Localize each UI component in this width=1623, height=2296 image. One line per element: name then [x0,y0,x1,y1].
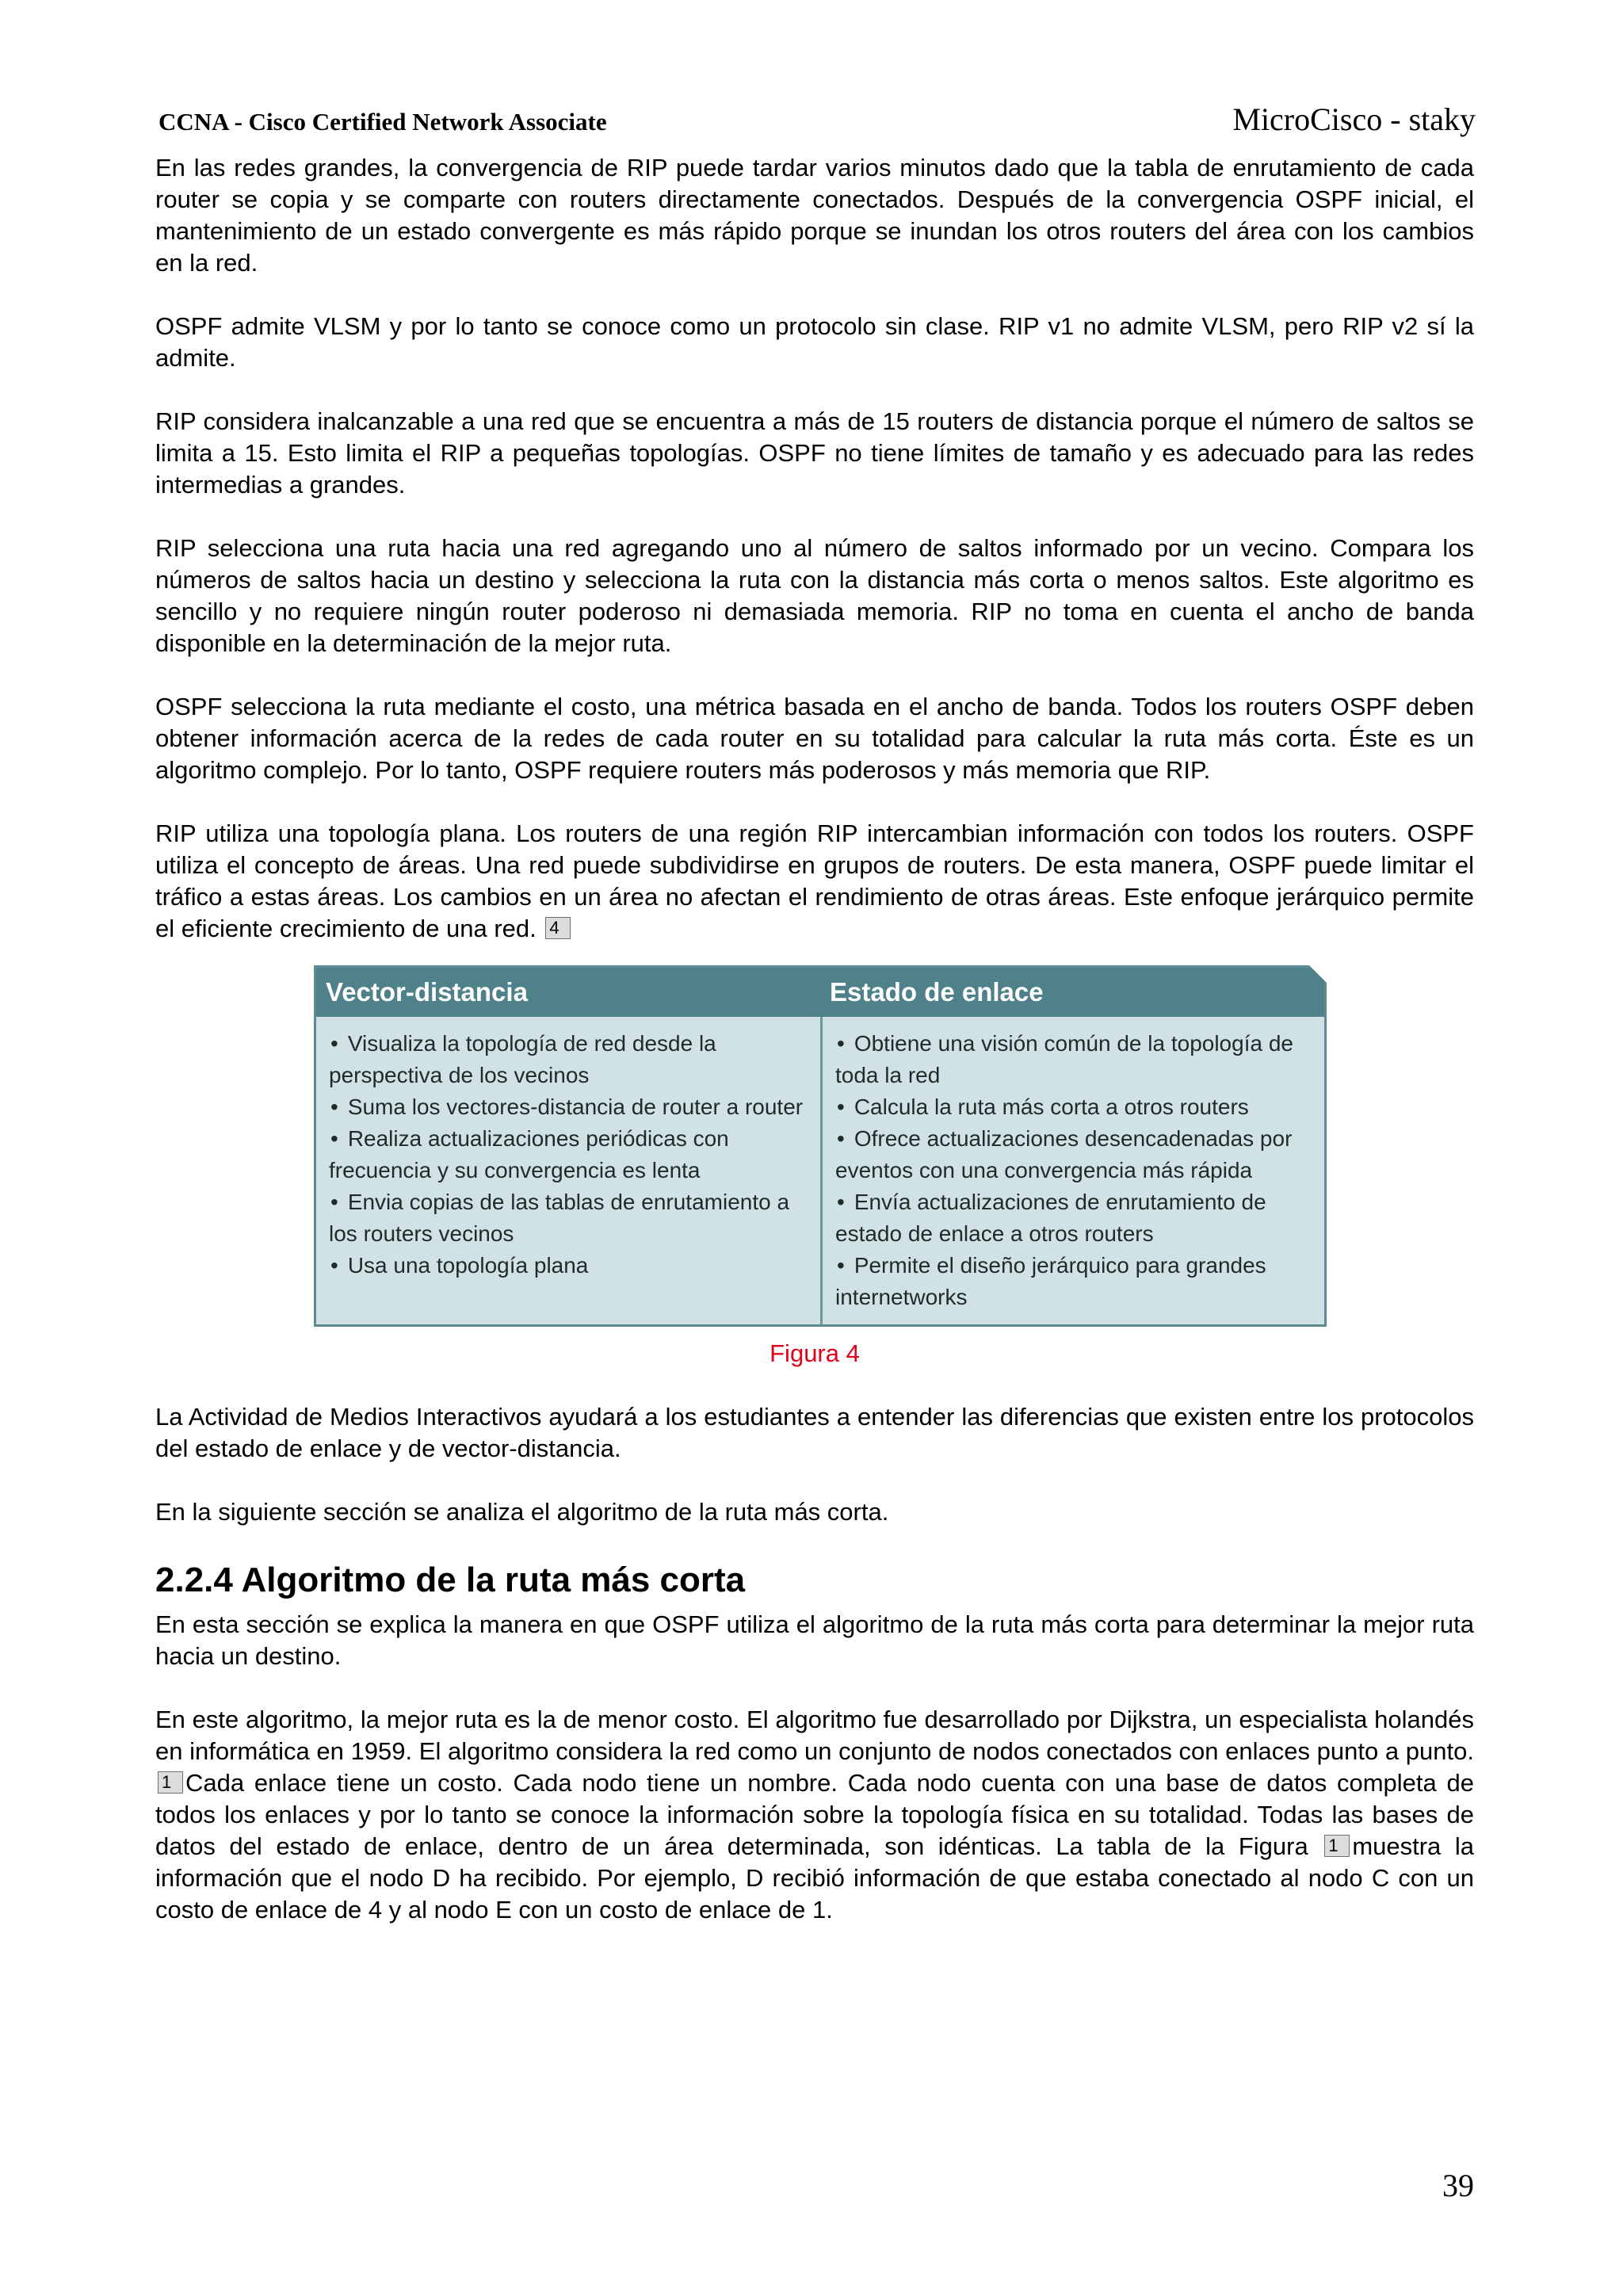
paragraph-topology [155,818,1474,945]
figure-ref-1-second[interactable]: 1 [1324,1835,1350,1857]
comparison-table [314,965,1327,1327]
page-number: 39 [1442,2168,1474,2203]
link-state-column [820,1017,1324,1324]
header-title: CCNA - Cisco Certified Network Associate [158,108,607,136]
paragraph-dijkstra-text-c: muestra la información que el nodo D ha recibido. Por ejemplo, D recibió información de que estaba conectado al nodo C con un costo de enlace de 4 y al nodo E con un costo de enlace de 1. [155,1832,1474,1924]
list-item: • Permite el diseño jerárquico para grandes internetworks [835,1250,1312,1313]
paragraph-next-section: En la siguiente sección se analiza el algoritmo de la ruta más corta. [155,1498,889,1526]
list-item: • Envía actualizaciones de enrutamiento de estado de enlace a otros routers [835,1186,1312,1250]
table-header [316,968,1324,1017]
list-item: • Calcula la ruta más corta a otros routers [835,1091,1312,1123]
list-item: • Suma los vectores-distancia de router a router [329,1091,808,1123]
header-link-state: Estado de enlace [830,977,1044,1007]
paragraph-dijkstra [155,1704,1474,1926]
header-vector-distance: Vector-distancia [326,977,528,1007]
list-item: • Ofrece actualizaciones desencadenadas por eventos con una convergencia más rápida [835,1123,1312,1186]
paragraph-rip-convergence: En las redes grandes, la convergencia de RIP puede tardar varios minutos dado que la tabla de enrutamiento de cada router se copia y se comparte con routers directamente conectados. Después de la convergencia OSPF inicial, el mantenimiento de un estado convergente es más rápido porque se inundan los otros routers del área con los cambios en la red. [155,154,1474,277]
paragraph-vlsm: OSPF admite VLSM y por lo tanto se conoce como un protocolo sin clase. RIP v1 no admite VLSM, pero RIP v2 sí la admite. [155,312,1474,372]
page-content [155,152,1474,1958]
figure-ref-1[interactable]: 1 [158,1771,183,1794]
table-corner-fold [1309,965,1327,983]
list-item: • Usa una topología plana [329,1250,808,1282]
header-author: MicroCisco - staky [1232,101,1476,137]
paragraph-rip-route-selection: RIP selecciona una ruta hacia una red agregando uno al número de saltos informado por un vecino. Compara los números de saltos hacia un destino y selecciona la ruta con la distancia más corta o menos saltos. Este algoritmo es sencillo y no requiere ningún router poderoso ni demasiada memoria. RIP no toma en cuenta el ancho de banda disponible en la determinación de la mejor ruta. [155,534,1474,657]
paragraph-topology-text: RIP utiliza una topología plana. Los routers de una región RIP intercambian información con todos los routers. OSPF utiliza el concepto de áreas. Una red puede subdividirse en grupos de routers. De esta manera, OSPF puede limitar el tráfico a estas áreas. Los cambios en un área no afectan el rendimiento de otras áreas. Este enfoque jerárquico permite el eficiente crecimiento de una red. [155,819,1474,942]
list-item: • Visualiza la topología de red desde la perspectiva de los vecinos [329,1028,808,1091]
vector-distance-column [316,1017,820,1324]
paragraph-interactive-activity: La Actividad de Medios Interactivos ayudará a los estudiantes a entender las diferencias que existen entre los protocolos del estado de enlace y de vector-distancia. [155,1403,1474,1462]
list-item: • Realiza actualizaciones periódicas con frecuencia y su convergencia es lenta [329,1123,808,1186]
table-body [316,1017,1324,1324]
list-item: • Envia copias de las tablas de enrutamiento a los routers vecinos [329,1186,808,1250]
paragraph-section-intro: En esta sección se explica la manera en que OSPF utiliza el algoritmo de la ruta más corta para determinar la mejor ruta hacia un destino. [155,1610,1474,1670]
list-item: • Obtiene una visión común de la topología de toda la red [835,1028,1312,1091]
page-header [158,98,1476,143]
paragraph-dijkstra-text-a: En este algoritmo, la mejor ruta es la de menor costo. El algoritmo fue desarrollado por Dijkstra, un especialista holandés en informática en 1959. El algoritmo considera la red como un conjunto de nodos conectados con enlaces punto a punto. [155,1706,1474,1765]
paragraph-dijkstra-text-b: Cada enlace tiene un costo. Cada nodo tiene un nombre. Cada nodo cuenta con una base de datos completa de todos los enlaces y por lo tanto se conoce la información sobre la topología física en su totalidad. Todas las bases de datos del estado de enlace, dentro de un área determinada, son idénticas. La tabla de la Figura [155,1769,1474,1860]
section-heading: 2.2.4 Algoritmo de la ruta más corta [155,1561,746,1599]
paragraph-ospf-cost: OSPF selecciona la ruta mediante el costo, una métrica basada en el ancho de banda. Todos los routers OSPF deben obtener información acerca de la redes de cada router en su totalidad para calcular la ruta más corta. Éste es un algoritmo complejo. Por lo tanto, OSPF requiere routers más poderosos y más memoria que RIP. [155,693,1474,784]
paragraph-hop-limit: RIP considera inalcanzable a una red que se encuentra a más de 15 routers de distancia porque el número de saltos se limita a 15. Esto limita el RIP a pequeñas topologías. OSPF no tiene límites de tamaño y es adecuado para las redes intermedias a grandes. [155,407,1474,499]
figure-ref-4[interactable]: 4 [545,917,571,939]
figure-caption: Figura 4 [769,1339,860,1367]
